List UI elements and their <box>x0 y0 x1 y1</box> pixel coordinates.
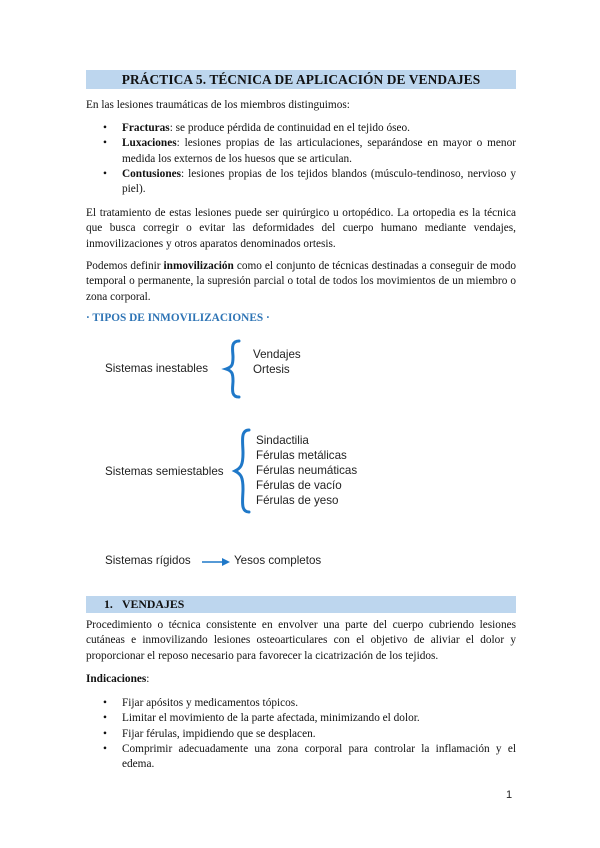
rigid-label: Sistemas rígidos <box>105 554 191 567</box>
lesion-term: Luxaciones <box>122 137 177 150</box>
lesion-text: : lesiones propias de los tejidos blandos (músculo-tendinoso, nervioso y piel). <box>122 167 516 196</box>
lesion-term: Contusiones <box>122 167 182 180</box>
section-title: VENDAJES <box>122 597 185 611</box>
semistable-item: Férulas de yeso <box>256 494 339 507</box>
indications-list <box>86 696 516 772</box>
immobilization-diagram <box>100 335 400 575</box>
vendajes-paragraph: Procedimiento o técnica consistente en envolver una parte del cuerpo cubriendo lesiones cutáneas e inmovilizando lesiones osteoarticulares con el objetivo de aliviar el dolor y proporcionar el reposo necesario para favorecer la cicatrización de los tejidos. <box>86 619 516 662</box>
list-item <box>86 742 516 773</box>
types-heading: · TIPOS DE INMOVILIZACIONES · <box>86 312 270 324</box>
unstable-label: Sistemas inestables <box>105 362 209 375</box>
lesion-text: : se produce pérdida de continuidad en el tejido óseo. <box>169 122 410 134</box>
list-item <box>86 727 516 742</box>
section-number: 1. <box>104 597 113 611</box>
bullet-icon: • <box>103 727 107 740</box>
list-item <box>86 167 516 198</box>
indications-label: Indicaciones <box>86 673 147 685</box>
indication-text: Comprimir adecuadamente una zona corporal para controlar la inflamación y el edema. <box>122 742 516 771</box>
bullet-icon: • <box>103 712 107 725</box>
page-title: PRÁCTICA 5. TÉCNICA DE APLICACIÓN DE VENDAJES <box>86 70 516 89</box>
semistable-item: Sindactilia <box>256 434 309 447</box>
lesions-list <box>86 121 516 197</box>
bullet-icon: • <box>103 167 107 180</box>
semistable-label: Sistemas semiestables <box>105 465 224 478</box>
rigid-item: Yesos completos <box>234 554 322 567</box>
text-run: Podemos definir <box>86 260 164 272</box>
list-item <box>86 136 516 167</box>
bold-term: inmovilización <box>163 260 234 272</box>
bullet-icon: • <box>103 137 107 150</box>
indication-text: Limitar el movimiento de la parte afectada, minimizando el dolor. <box>122 712 420 725</box>
semistable-item: Férulas metálicas <box>256 449 347 462</box>
bullet-icon: • <box>103 697 107 709</box>
semistable-item: Férulas neumáticas <box>256 464 358 477</box>
indications-heading <box>86 672 516 687</box>
lesion-text: : lesiones propias de las articulaciones, separándose en mayor o menor medida los externos de los huesos que se articulan. <box>122 137 516 165</box>
indication-text: Fijar apósitos y medicamentos tópicos. <box>122 697 299 709</box>
bullet-icon: • <box>103 742 107 755</box>
list-item <box>86 121 516 136</box>
list-item <box>86 696 516 711</box>
semistable-item: Férulas de vacío <box>256 479 342 492</box>
section-heading <box>86 596 516 613</box>
list-item <box>86 711 516 726</box>
indications-colon: : <box>146 673 150 685</box>
treatment-paragraph: El tratamiento de estas lesiones puede ser quirúrgico u ortopédico. La ortopedia es la técnica que busca corregir o evitar las deformidades del cuerpo humano mediante vendajes, inmovilizaciones y otros aparatos denominados ortesis. <box>86 207 516 250</box>
inmovilizacion-paragraph <box>86 259 516 305</box>
unstable-item: Ortesis <box>253 363 290 376</box>
intro-paragraph: En las lesiones traumáticas de los miembros distinguimos: <box>86 99 350 111</box>
brace-semistable-icon <box>235 430 249 512</box>
lesion-term: Fracturas <box>122 122 170 134</box>
bullet-icon: • <box>103 122 107 134</box>
text-run: como el conjunto de técnicas destinadas a conseguir de modo temporal o permanente, la supresión parcial o total de todos los movimientos de un miembro o zona corporal. <box>86 260 516 303</box>
unstable-item: Vendajes <box>253 348 301 361</box>
brace-unstable-icon <box>226 341 239 397</box>
page-number: 1 <box>506 789 513 801</box>
indication-text: Fijar férulas, impidiendo que se desplacen. <box>122 727 316 740</box>
arrow-head-icon <box>222 558 230 566</box>
